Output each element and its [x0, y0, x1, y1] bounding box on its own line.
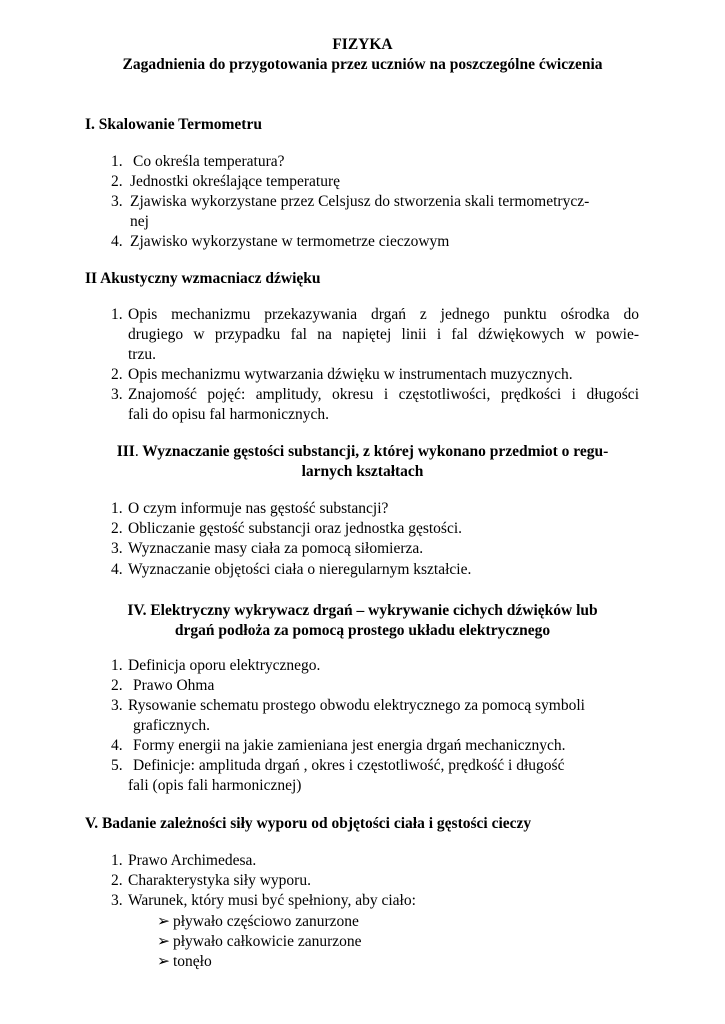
list-item-number: 3.: [111, 386, 123, 403]
list-item-continuation: nej: [130, 213, 149, 230]
list-item-number: 2.: [111, 872, 123, 889]
bullet-text: tonęło: [173, 953, 212, 970]
section-5-heading: V. Badanie zależności siły wyporu od objętości ciała i gęstości cieczy: [85, 815, 532, 832]
list-item: Zjawisko wykorzystane w termometrze cieczowym: [130, 233, 450, 250]
section-3-heading: III. Wyznaczanie gęstości substancji, z której wykonano przedmiot o regu-: [116, 443, 609, 460]
document-subtitle: Zagadnienia do przygotowania przez uczniów na poszczególne ćwiczenia: [122, 56, 603, 73]
list-item-number: 2.: [111, 173, 123, 190]
list-item: Wyznaczanie objętości ciała o nieregularnym kształcie.: [128, 561, 472, 578]
list-item-number: 3.: [111, 540, 123, 557]
bullet-text: pływało częściowo zanurzone: [173, 913, 359, 930]
list-item: Opis mechanizmu przekazywania drgań z jednego punktu ośrodka do: [128, 306, 639, 323]
arrow-bullet-icon: ➢: [157, 953, 170, 970]
section-4-heading-line2: drgań podłoża za pomocą prostego układu elektrycznego: [174, 622, 551, 639]
list-item: O czym informuje nas gęstość substancji?: [128, 500, 389, 517]
section-3-number: III: [116, 443, 135, 460]
list-item: Formy energii na jakie zamieniana jest energia drgań mechanicznych.: [133, 737, 566, 754]
list-item: Definicja oporu elektrycznego.: [128, 657, 321, 674]
list-item-number: 4.: [111, 737, 123, 754]
list-item-number: 2.: [111, 677, 123, 694]
list-item-continuation: drugiego w przypadku fal na napiętej linii i fal dźwiękowych w powie-: [128, 326, 639, 343]
section-2-heading: II Akustyczny wzmacniacz dźwięku: [85, 270, 321, 287]
section-4-heading: IV. Elektryczny wykrywacz drgań – wykrywanie cichych dźwięków lub: [127, 602, 598, 619]
list-item: Wyznaczanie masy ciała za pomocą siłomierza.: [128, 540, 424, 557]
bullet-item: [157, 912, 359, 931]
list-item-continuation: trzu.: [128, 346, 156, 363]
arrow-bullet-icon: ➢: [157, 933, 170, 950]
list-item-number: 1.: [111, 657, 123, 674]
list-item: Co określa temperatura?: [133, 153, 285, 170]
list-item-number: 3.: [111, 892, 123, 909]
section-3-title: Wyznaczanie gęstości substancji, z której wykonano przedmiot o regu-: [138, 443, 609, 460]
list-item-number: 2.: [111, 520, 123, 537]
list-item-number: 1.: [111, 500, 123, 517]
list-item: Charakterystyka siły wyporu.: [128, 872, 311, 889]
list-item-number: 2.: [111, 366, 123, 383]
list-item-number: 1.: [111, 852, 123, 869]
list-item: Prawo Archimedesa.: [128, 852, 257, 869]
bullet-item: [157, 952, 212, 971]
list-item-number: 4.: [111, 233, 123, 250]
list-item-number: 5.: [111, 757, 123, 774]
arrow-bullet-icon: ➢: [157, 913, 170, 930]
list-item: Jednostki określające temperaturę: [130, 173, 341, 190]
list-item: Rysowanie schematu prostego obwodu elektrycznego za pomocą symboli: [128, 697, 585, 714]
section-3-heading-line2: larnych kształtach: [301, 463, 424, 480]
list-item-number: 1.: [111, 153, 123, 170]
list-item: Warunek, który musi być spełniony, aby ciało:: [128, 892, 416, 909]
list-item: Prawo Ohma: [133, 677, 215, 694]
section-1-heading: I. Skalowanie Termometru: [85, 116, 262, 133]
list-item: Definicje: amplituda drgań , okres i częstotliwość, prędkość i długość: [133, 757, 565, 774]
list-item-continuation: fali (opis fali harmonicznej): [128, 777, 302, 794]
list-item: Znajomość pojęć: amplitudy, okresu i częstotliwości, prędkości i długości: [128, 386, 639, 403]
list-item-number: 3.: [111, 193, 123, 210]
list-item: Opis mechanizmu wytwarzania dźwięku w instrumentach muzycznych.: [128, 366, 573, 383]
list-item-number: 3.: [111, 697, 123, 714]
bullet-text: pływało całkowicie zanurzone: [173, 933, 362, 950]
list-item-continuation: fali do opisu fal harmonicznych.: [128, 406, 330, 423]
bullet-item: [157, 932, 362, 951]
list-item-number: 4.: [111, 561, 123, 578]
document-title: FIZYKA: [332, 36, 393, 53]
list-item-number: 1.: [111, 306, 123, 323]
list-item-continuation: graficznych.: [133, 717, 211, 734]
list-item: Obliczanie gęstość substancji oraz jednostka gęstości.: [128, 520, 463, 537]
list-item: Zjawiska wykorzystane przez Celsjusz do stworzenia skali termometrycz-: [130, 193, 590, 210]
